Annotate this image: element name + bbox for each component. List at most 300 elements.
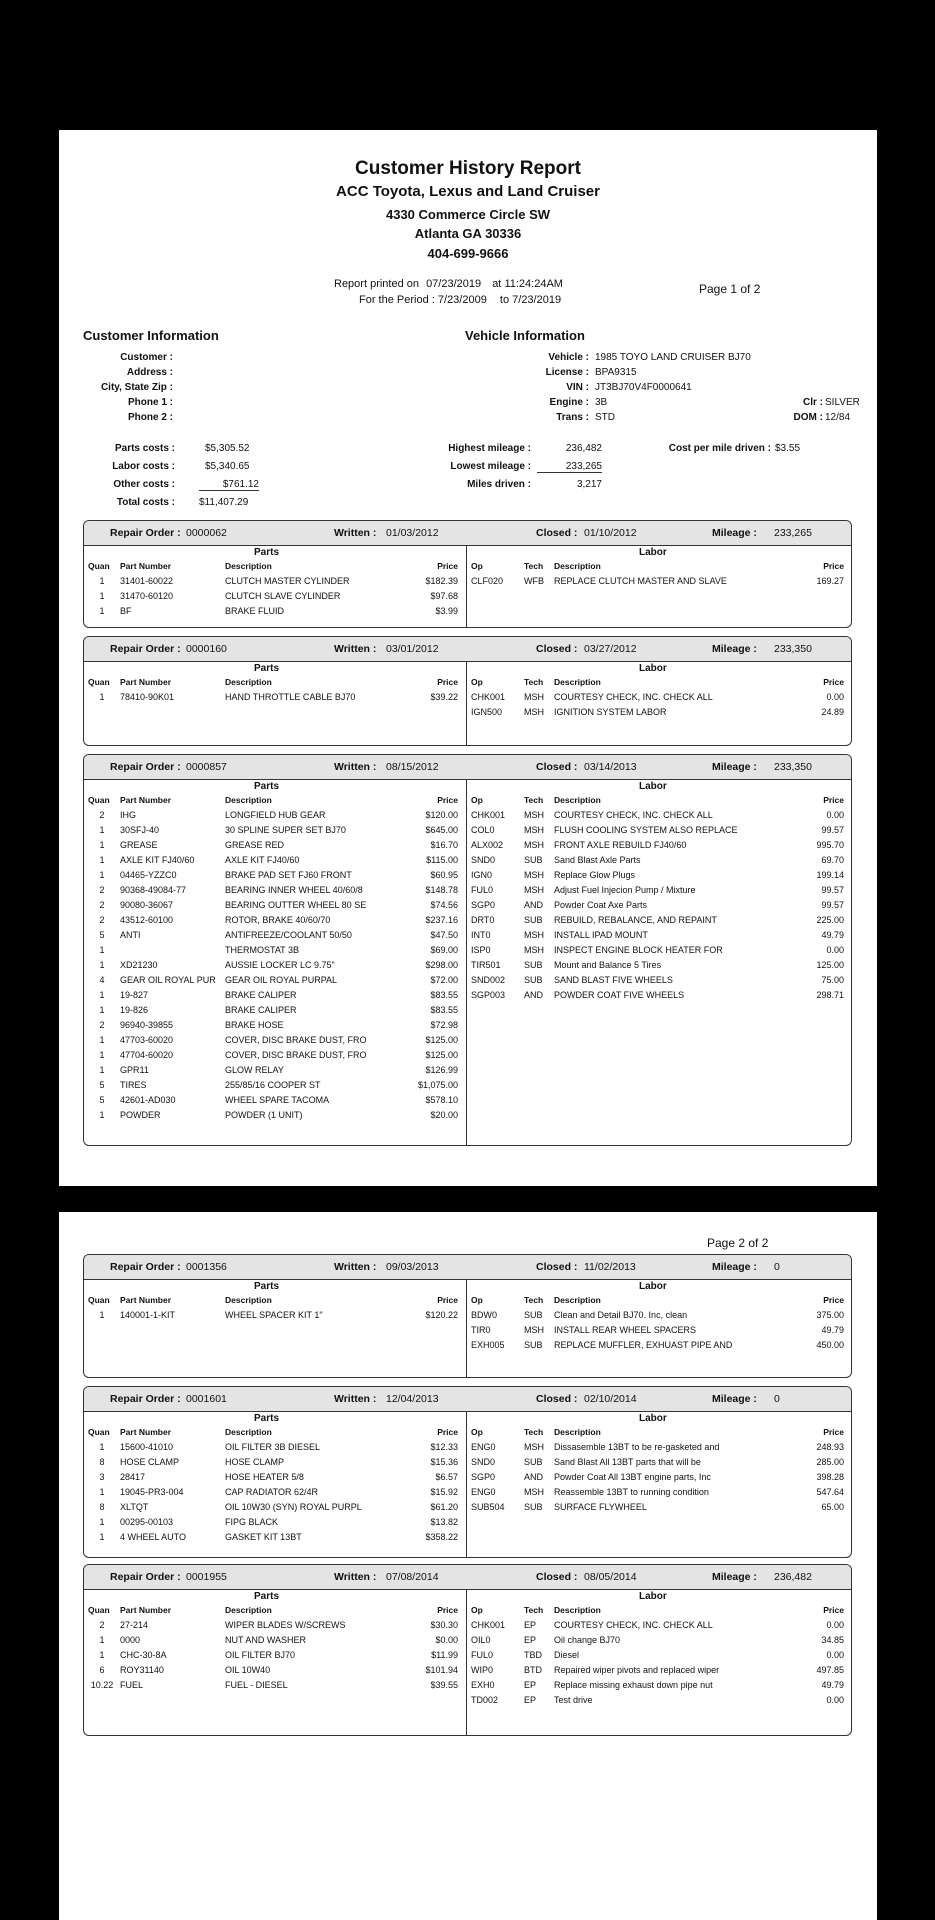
highest-mileage-label: Highest mileage : xyxy=(448,443,531,454)
part-description: BRAKE HOSE xyxy=(225,1020,284,1030)
part-number: 31401-60022 xyxy=(120,576,174,586)
part-description: OIL 10W30 (SYN) ROYAL PURPL xyxy=(225,1502,362,1512)
repair-order-number: 0000160 xyxy=(186,643,227,655)
part-quantity: 1 xyxy=(99,945,105,955)
mileage-value: 233,265 xyxy=(774,527,812,539)
labor-tech: BTD xyxy=(524,1665,542,1675)
tech-header: Tech xyxy=(524,1605,544,1615)
labor-price: 248.93 xyxy=(816,1442,844,1452)
labor-description: Replace missing exhaust down pipe nut xyxy=(554,1680,713,1690)
part-number: AXLE KIT FJ40/60 xyxy=(120,855,195,865)
repair-order-label: Repair Order : xyxy=(110,761,181,773)
part-number: XLTQT xyxy=(120,1502,149,1512)
labor-tech: EP xyxy=(524,1635,537,1645)
part-description: CLUTCH SLAVE CYLINDER xyxy=(225,591,341,601)
labor-price: 34.85 xyxy=(821,1635,844,1645)
part-quantity: 5 xyxy=(99,930,105,940)
part-quantity: 2 xyxy=(99,915,105,925)
parts-row xyxy=(84,1050,851,1065)
labor-description: FLUSH COOLING SYSTEM ALSO REPLACE xyxy=(554,825,738,835)
tech-header: Tech xyxy=(524,795,544,805)
quan-header: Quan xyxy=(88,1605,110,1615)
description-header: Description xyxy=(225,795,272,805)
labor-price: 0.00 xyxy=(826,810,844,820)
parts-row xyxy=(84,1532,851,1547)
period-to: 7/23/2019 xyxy=(512,294,562,306)
lowest-mileage-value: 233,265 xyxy=(537,461,602,473)
labor-tech: MSH xyxy=(524,885,544,895)
labor-row xyxy=(84,1650,851,1665)
repair-order-block xyxy=(83,1254,852,1378)
labor-description: POWDER COAT FIVE WHEELS xyxy=(554,990,685,1000)
labor-price: 497.85 xyxy=(816,1665,844,1675)
part-price: $101.94 xyxy=(425,1665,458,1675)
repair-order-columns xyxy=(84,545,851,627)
labor-price: 169.27 xyxy=(816,576,844,586)
dealer-phone: 404-699-9666 xyxy=(427,246,509,261)
labor-row xyxy=(84,1620,851,1635)
labor-description: Diesel xyxy=(554,1650,580,1660)
labor-tech: SUB xyxy=(524,1340,543,1350)
part-number-header: Part Number xyxy=(120,561,172,571)
part-number: 28417 xyxy=(120,1472,146,1482)
quan-header: Quan xyxy=(88,1427,110,1437)
part-quantity: 1 xyxy=(99,1517,105,1527)
part-number: 43512-60100 xyxy=(120,915,174,925)
labor-description: Adjust Fuel Injecion Pump / Mixture xyxy=(554,885,696,895)
part-price: $97.68 xyxy=(430,591,458,601)
dom-label: DOM : xyxy=(793,412,823,423)
color-label: Clr : xyxy=(803,397,823,408)
part-price: $74.56 xyxy=(430,900,458,910)
part-description: FUEL - DIESEL xyxy=(225,1680,288,1690)
part-quantity: 1 xyxy=(99,1650,105,1660)
labor-tech: MSH xyxy=(524,692,544,702)
labor-row xyxy=(84,945,851,960)
part-number-header: Part Number xyxy=(120,795,172,805)
description-header: Description xyxy=(225,1427,272,1437)
part-number: 31470-60120 xyxy=(120,591,174,601)
labor-tech: MSH xyxy=(524,1325,544,1335)
part-quantity: 2 xyxy=(99,1620,105,1630)
labor-description: Repaired wiper pivots and replaced wiper xyxy=(554,1665,720,1675)
labor-tech: MSH xyxy=(524,870,544,880)
part-quantity: 1 xyxy=(99,1635,105,1645)
labor-description: INSTALL REAR WHEEL SPACERS xyxy=(554,1325,697,1335)
part-price: $120.00 xyxy=(425,810,458,820)
labor-price: 285.00 xyxy=(816,1457,844,1467)
labor-tech: MSH xyxy=(524,840,544,850)
labor-op: TIR501 xyxy=(471,960,501,970)
part-quantity: 1 xyxy=(99,1487,105,1497)
parts-row xyxy=(84,1020,851,1035)
written-label: Written : xyxy=(334,1571,377,1583)
part-number: GEAR OIL ROYAL PUR xyxy=(120,975,216,985)
parts-row xyxy=(84,1065,851,1080)
repair-order-label: Repair Order : xyxy=(110,1571,181,1583)
customer-info-heading: Customer Information xyxy=(83,328,219,343)
mileage-label: Mileage : xyxy=(712,1393,757,1405)
labor-tech: MSH xyxy=(524,825,544,835)
part-price: $120.22 xyxy=(425,1310,458,1320)
written-label: Written : xyxy=(334,643,377,655)
part-quantity: 1 xyxy=(99,1442,105,1452)
tech-header: Tech xyxy=(524,1427,544,1437)
labor-price: 995.70 xyxy=(816,840,844,850)
period-from: 7/23/2009 xyxy=(437,294,487,306)
part-description: HAND THROTTLE CABLE BJ70 xyxy=(225,692,356,702)
repair-order-header xyxy=(84,1255,851,1280)
closed-date: 02/10/2014 xyxy=(584,1393,637,1405)
part-description: OIL FILTER BJ70 xyxy=(225,1650,296,1660)
repair-order-block xyxy=(83,754,852,1146)
highest-mileage-value: 236,482 xyxy=(565,443,602,454)
repair-order-block xyxy=(83,636,852,746)
labor-heading: Labor xyxy=(639,663,667,674)
labor-tech: MSH xyxy=(524,930,544,940)
part-price: $72.00 xyxy=(430,975,458,985)
labor-tech: WFB xyxy=(524,576,544,586)
labor-op: EXH005 xyxy=(471,1340,505,1350)
labor-price: 49.79 xyxy=(821,1680,844,1690)
mileage-value: 0 xyxy=(774,1393,780,1405)
labor-price-header: Price xyxy=(823,795,844,805)
part-number: IHG xyxy=(120,810,137,820)
period-label: For the Period : xyxy=(359,294,435,306)
repair-order-block xyxy=(83,520,852,628)
repair-order-number: 0001356 xyxy=(186,1261,227,1273)
part-quantity: 2 xyxy=(99,810,105,820)
customer-label: Customer : xyxy=(120,352,173,363)
labor-description: Replace Glow Plugs xyxy=(554,870,636,880)
period-line xyxy=(359,294,561,306)
op-header: Op xyxy=(471,677,483,687)
parts-heading: Parts xyxy=(254,781,280,792)
parts-heading: Parts xyxy=(254,663,280,674)
part-price: $39.22 xyxy=(430,692,458,702)
part-number-header: Part Number xyxy=(120,1605,172,1615)
labor-row xyxy=(84,1695,851,1710)
part-description: THERMOSTAT 3B xyxy=(225,945,300,955)
mileage-label: Mileage : xyxy=(712,643,757,655)
parts-row xyxy=(84,1110,851,1125)
quan-header: Quan xyxy=(88,795,110,805)
part-price: $15.92 xyxy=(430,1487,458,1497)
part-quantity: 1 xyxy=(99,825,105,835)
part-quantity: 5 xyxy=(99,1080,105,1090)
part-price: $30.30 xyxy=(430,1620,458,1630)
part-quantity: 1 xyxy=(99,1110,105,1120)
closed-label: Closed : xyxy=(536,1393,578,1405)
vehicle-value: 1985 TOYO LAND CRUISER BJ70 xyxy=(595,352,751,363)
labor-tech: SUB xyxy=(524,1310,543,1320)
labor-row xyxy=(84,930,851,945)
part-number: GREASE xyxy=(120,840,158,850)
part-price: $645.00 xyxy=(425,825,458,835)
dealer-address-line2: Atlanta GA 30336 xyxy=(414,226,522,241)
mileage-label: Mileage : xyxy=(712,527,757,539)
printed-time: 11:24:24AM xyxy=(504,278,563,290)
part-price: $72.98 xyxy=(430,1020,458,1030)
part-number: BF xyxy=(120,606,132,616)
labor-row xyxy=(84,1665,851,1680)
tech-header: Tech xyxy=(524,677,544,687)
page-number: Page 1 of 2 xyxy=(699,282,761,296)
labor-op: FUL0 xyxy=(471,1650,494,1660)
mileage-value: 233,350 xyxy=(774,761,812,773)
labor-price: 398.28 xyxy=(816,1472,844,1482)
written-label: Written : xyxy=(334,1393,377,1405)
labor-tech: SUB xyxy=(524,975,543,985)
part-description: GASKET KIT 13BT xyxy=(225,1532,302,1542)
labor-description: Sand Blast Axle Parts xyxy=(554,855,641,865)
parts-heading: Parts xyxy=(254,547,280,558)
labor-description: Test drive xyxy=(554,1695,593,1705)
labor-op: FUL0 xyxy=(471,885,494,895)
report-title: Customer History Report xyxy=(355,158,581,179)
part-quantity: 8 xyxy=(99,1502,105,1512)
labor-op: DRT0 xyxy=(471,915,495,925)
price-header: Price xyxy=(437,677,458,687)
labor-tech: AND xyxy=(524,990,544,1000)
part-description: COVER, DISC BRAKE DUST, FRO xyxy=(225,1035,367,1045)
dom-value: 12/84 xyxy=(825,412,851,423)
color-value: SILVER xyxy=(825,397,860,408)
license-label: License : xyxy=(545,367,589,378)
printed-label: Report printed on xyxy=(334,278,419,290)
parts-row xyxy=(84,1080,851,1095)
labor-description-header: Description xyxy=(554,795,601,805)
part-description: AUSSIE LOCKER LC 9.75" xyxy=(225,960,335,970)
labor-tech: SUB xyxy=(524,915,543,925)
part-description: OIL 10W40 xyxy=(225,1665,271,1675)
part-number: HOSE CLAMP xyxy=(120,1457,180,1467)
labor-heading: Labor xyxy=(639,1413,667,1424)
labor-op: SUB504 xyxy=(471,1502,505,1512)
at-label: at xyxy=(492,278,502,290)
miles-driven-label: Miles driven : xyxy=(467,479,531,490)
labor-tech: MSH xyxy=(524,707,544,717)
price-header: Price xyxy=(437,1605,458,1615)
trans-value: STD xyxy=(595,412,615,423)
labor-op: SGP0 xyxy=(471,900,496,910)
parts-row xyxy=(84,591,851,606)
labor-price: 125.00 xyxy=(816,960,844,970)
labor-description-header: Description xyxy=(554,677,601,687)
part-number: 00295-00103 xyxy=(120,1517,174,1527)
part-number: 47703-60020 xyxy=(120,1035,174,1045)
closed-label: Closed : xyxy=(536,527,578,539)
closed-label: Closed : xyxy=(536,1571,578,1583)
part-price: $60.95 xyxy=(430,870,458,880)
part-price: $61.20 xyxy=(430,1502,458,1512)
mileage-label: Mileage : xyxy=(712,761,757,773)
labor-price: 49.79 xyxy=(821,930,844,940)
labor-op: IGN0 xyxy=(471,870,493,880)
labor-tech: MSH xyxy=(524,1442,544,1452)
mileage-value: 236,482 xyxy=(774,1571,812,1583)
closed-label: Closed : xyxy=(536,761,578,773)
labor-row xyxy=(84,1502,851,1517)
labor-description: Powder Coat Axe Parts xyxy=(554,900,648,910)
repair-order-number: 0000857 xyxy=(186,761,227,773)
labor-row xyxy=(84,885,851,900)
other-costs-label: Other costs : xyxy=(113,479,175,490)
part-price: $126.99 xyxy=(425,1065,458,1075)
part-description: HOSE CLAMP xyxy=(225,1457,285,1467)
labor-description: INSTALL IPAD MOUNT xyxy=(554,930,648,940)
part-price: $20.00 xyxy=(430,1110,458,1120)
part-quantity: 1 xyxy=(99,990,105,1000)
part-quantity: 2 xyxy=(99,900,105,910)
tech-header: Tech xyxy=(524,1295,544,1305)
labor-price: 225.00 xyxy=(816,915,844,925)
written-date: 08/15/2012 xyxy=(386,761,439,773)
labor-row xyxy=(84,1310,851,1325)
labor-op: SGP0 xyxy=(471,1472,496,1482)
labor-tech: AND xyxy=(524,1472,544,1482)
labor-row xyxy=(84,855,851,870)
part-description: GREASE RED xyxy=(225,840,285,850)
part-number: POWDER xyxy=(120,1110,161,1120)
closed-date: 01/10/2012 xyxy=(584,527,637,539)
part-description: GEAR OIL ROYAL PURPAL xyxy=(225,975,338,985)
part-quantity: 1 xyxy=(99,1532,105,1542)
mileage-label: Mileage : xyxy=(712,1261,757,1273)
part-quantity: 2 xyxy=(99,1020,105,1030)
part-description: GLOW RELAY xyxy=(225,1065,284,1075)
parts-heading: Parts xyxy=(254,1413,280,1424)
part-price: $69.00 xyxy=(430,945,458,955)
op-header: Op xyxy=(471,1605,483,1615)
labor-row xyxy=(84,840,851,855)
part-quantity: 1 xyxy=(99,591,105,601)
description-header: Description xyxy=(225,677,272,687)
labor-tech: EP xyxy=(524,1695,537,1705)
labor-price: 0.00 xyxy=(826,692,844,702)
part-description: 255/85/16 COOPER ST xyxy=(225,1080,321,1090)
quan-header: Quan xyxy=(88,561,110,571)
labor-tech: EP xyxy=(524,1680,537,1690)
closed-date: 11/02/2013 xyxy=(584,1261,636,1273)
part-number: TIRES xyxy=(120,1080,147,1090)
part-price: $358.22 xyxy=(425,1532,458,1542)
report-page-1 xyxy=(59,130,877,1186)
labor-tech: TBD xyxy=(524,1650,542,1660)
labor-description: REPLACE MUFFLER, EXHUAST PIPE AND xyxy=(554,1340,733,1350)
labor-price: 0.00 xyxy=(826,1620,844,1630)
engine-label: Engine : xyxy=(549,397,589,408)
labor-op: BDW0 xyxy=(471,1310,498,1320)
to-label: to xyxy=(499,294,510,306)
part-number: CHC-30-8A xyxy=(120,1650,167,1660)
part-price: $148.78 xyxy=(425,885,458,895)
labor-tech: EP xyxy=(524,1620,537,1630)
printed-date: 07/23/2019 xyxy=(426,278,482,290)
part-quantity: 1 xyxy=(99,1065,105,1075)
labor-row xyxy=(84,960,851,975)
part-price: $47.50 xyxy=(430,930,458,940)
labor-price: 375.00 xyxy=(816,1310,844,1320)
city-state-zip-label: City, State Zip : xyxy=(100,382,173,393)
part-description: BRAKE PAD SET FJ60 FRONT xyxy=(225,870,352,880)
labor-op: SND0 xyxy=(471,855,496,865)
parts-costs-value: $5,305.52 xyxy=(205,443,250,454)
cost-per-mile-value: $3.55 xyxy=(775,443,801,454)
repair-order-block xyxy=(83,1564,852,1736)
labor-description: Dissasemble 13BT to be re-gasketed and xyxy=(554,1442,720,1452)
part-number: ROY31140 xyxy=(120,1665,164,1675)
quan-header: Quan xyxy=(88,677,110,687)
labor-row xyxy=(84,915,851,930)
labor-description: Reassemble 13BT to running condition xyxy=(554,1487,709,1497)
part-description: COVER, DISC BRAKE DUST, FRO xyxy=(225,1050,367,1060)
repair-order-label: Repair Order : xyxy=(110,527,181,539)
labor-row xyxy=(84,990,851,1005)
labor-price-header: Price xyxy=(823,1295,844,1305)
part-number: 47704-60020 xyxy=(120,1050,174,1060)
repair-order-number: 0001955 xyxy=(186,1571,227,1583)
part-number: 78410-90K01 xyxy=(120,692,175,702)
repair-order-header xyxy=(84,755,851,780)
address-label: Address : xyxy=(126,367,173,378)
part-price: $237.16 xyxy=(425,915,458,925)
part-quantity: 5 xyxy=(99,1095,105,1105)
parts-costs-label: Parts costs : xyxy=(114,443,175,454)
mileage-label: Mileage : xyxy=(712,1571,757,1583)
closed-date: 03/27/2012 xyxy=(584,643,637,655)
part-number: 15600-41010 xyxy=(120,1442,174,1452)
phone2-label: Phone 2 : xyxy=(127,412,173,423)
labor-op: CLF020 xyxy=(471,576,504,586)
part-description: LONGFIELD HUB GEAR xyxy=(225,810,326,820)
trans-label: Trans : xyxy=(556,412,589,423)
labor-row xyxy=(84,1635,851,1650)
part-number: 0000 xyxy=(120,1635,141,1645)
labor-op: SND0 xyxy=(471,1457,496,1467)
labor-row xyxy=(84,1340,851,1355)
part-description: WHEEL SPACER KIT 1" xyxy=(225,1310,323,1320)
labor-description: INSPECT ENGINE BLOCK HEATER FOR xyxy=(554,945,723,955)
part-price: $578.10 xyxy=(425,1095,458,1105)
parts-row xyxy=(84,1005,851,1020)
dealer-name: ACC Toyota, Lexus and Land Cruiser xyxy=(336,183,600,200)
total-costs-value: $11,407.29 xyxy=(199,497,249,508)
labor-heading: Labor xyxy=(639,1591,667,1602)
total-costs-label: Total costs : xyxy=(116,497,175,508)
labor-description-header: Description xyxy=(554,1427,601,1437)
repair-order-header xyxy=(84,637,851,662)
part-description: 30 SPLINE SUPER SET BJ70 xyxy=(225,825,346,835)
labor-price: 65.00 xyxy=(821,1502,844,1512)
labor-price: 199.14 xyxy=(816,870,844,880)
repair-order-label: Repair Order : xyxy=(110,643,181,655)
labor-description: IGNITION SYSTEM LABOR xyxy=(554,707,667,717)
part-price: $3.99 xyxy=(435,606,458,616)
part-description: OIL FILTER 3B DIESEL xyxy=(225,1442,321,1452)
closed-label: Closed : xyxy=(536,643,578,655)
other-costs-value: $761.12 xyxy=(199,479,259,491)
labor-row xyxy=(84,870,851,885)
labor-row xyxy=(84,707,851,722)
dealer-address-line1: 4330 Commerce Circle SW xyxy=(385,207,551,222)
part-description: BRAKE FLUID xyxy=(225,606,285,616)
part-price: $182.39 xyxy=(425,576,458,586)
part-price: $6.57 xyxy=(435,1472,458,1482)
parts-row xyxy=(84,606,851,621)
labor-price: 0.00 xyxy=(826,1695,844,1705)
part-quantity: 1 xyxy=(99,960,105,970)
